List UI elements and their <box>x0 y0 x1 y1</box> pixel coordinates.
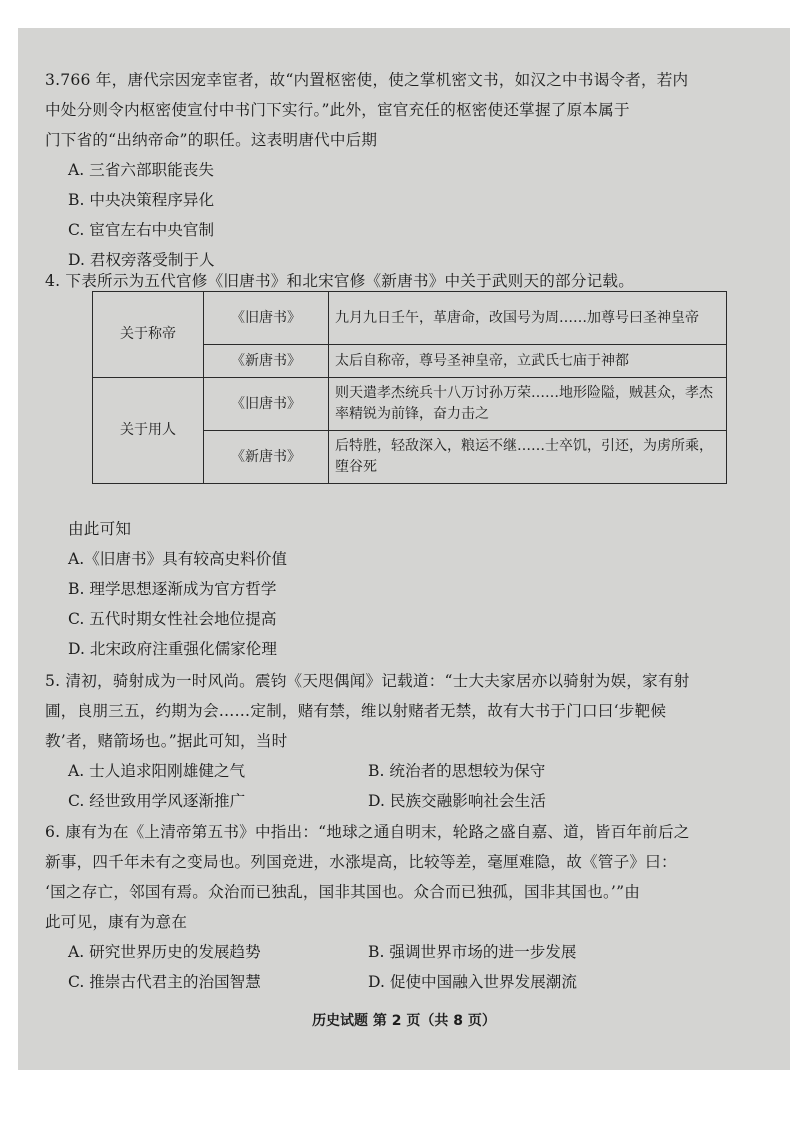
q6-option-c: C. 推崇古代君主的治国智慧 <box>68 973 261 991</box>
table-source-cell: 《旧唐书》 <box>204 378 329 431</box>
q5-option-c: C. 经世致用学风逐渐推广 <box>68 792 246 810</box>
table-text-cell: 九月九日壬午，革唐命，改国号为周……加尊号曰圣神皇帝 <box>329 292 727 345</box>
table-text-cell: 则天遣孝杰统兵十八万讨孙万荣……地形险隘，贼甚众，孝杰率精锐为前锋，奋力击之 <box>329 378 727 431</box>
q5-stem-line-3: 教’者，赌箭场也。”据此可知，当时 <box>45 732 288 750</box>
q4-record-table <box>92 291 727 484</box>
q4-option-d: D. 北宋政府注重强化儒家伦理 <box>68 640 277 658</box>
q6-option-a: A. 研究世界历史的发展趋势 <box>68 943 261 961</box>
q3-stem-line-3: 门下省的“出纳帝命”的职任。这表明唐代中后期 <box>45 131 378 149</box>
q3-option-a: A. 三省六部职能丧失 <box>68 161 214 179</box>
table-text-cell: 后特胜，轻敌深入，粮运不继……士卒饥，引还，为虏所乘，堕谷死 <box>329 431 727 484</box>
q6-stem-line-3: ‘国之存亡，邻国有焉。众治而已独乱，国非其国也。众合而已独孤，国非其国也。’”由 <box>45 883 641 901</box>
q4-option-a: A.《旧唐书》具有较高史料价值 <box>68 550 287 568</box>
table-category-cell: 关于用人 <box>93 378 204 484</box>
q5-stem-line-2: 圃，良朋三五，约期为会……定制，赌有禁，维以射赌者无禁，故有大书于门口曰‘步靶候 <box>45 702 667 720</box>
q4-stem: 4. 下表所示为五代官修《旧唐书》和北宋官修《新唐书》中关于武则天的部分记载。 <box>45 272 635 290</box>
q6-stem-line-4: 此可见，康有为意在 <box>45 913 188 931</box>
q4-option-b: B. 理学思想逐渐成为官方哲学 <box>68 580 277 598</box>
q5-stem-line-1: 5. 清初，骑射成为一时风尚。震钧《天咫偶闻》记载道：“士大夫家居亦以骑射为娱，家有射 <box>45 672 690 690</box>
table-text-cell: 太后自称帝，尊号圣神皇帝，立武氏七庙于神都 <box>329 345 727 378</box>
table-source-cell: 《旧唐书》 <box>204 292 329 345</box>
q3-option-d: D. 君权旁落受制于人 <box>68 251 215 269</box>
q5-option-d: D. 民族交融影响社会生活 <box>368 792 546 810</box>
q3-option-b: B. 中央决策程序异化 <box>68 191 215 209</box>
table-source-cell: 《新唐书》 <box>204 431 329 484</box>
q6-option-d: D. 促使中国融入世界发展潮流 <box>368 973 577 991</box>
q3-option-c: C. 宦官左右中央官制 <box>68 221 215 239</box>
q5-option-a: A. 士人追求阳刚雄健之气 <box>68 762 246 780</box>
table-row <box>93 292 727 345</box>
q4-lead: 由此可知 <box>68 520 132 538</box>
q5-option-b: B. 统治者的思想较为保守 <box>368 762 546 780</box>
table-category-cell: 关于称帝 <box>93 292 204 378</box>
q3-stem-line-1: 3.766 年，唐代宗因宠幸宦者，故“内置枢密使，使之掌机密文书，如汉之中书谒令者，若内 <box>45 71 689 89</box>
table-row <box>93 378 727 431</box>
page-footer: 历史试题 第 2 页（共 8 页） <box>312 1013 496 1029</box>
q6-stem-line-2: 新事，四千年未有之变局也。列国竞进，水涨堤高，比较等差，毫厘难隐，故《管子》曰： <box>45 853 677 871</box>
q3-stem-line-2: 中处分则令内枢密使宣付中书门下实行。”此外，宦官充任的枢密使还掌握了原本属于 <box>45 101 630 119</box>
q6-stem-line-1: 6. 康有为在《上清帝第五书》中指出：“地球之通自明末，轮路之盛自嘉、道，皆百年前后之 <box>45 823 690 841</box>
q4-option-c: C. 五代时期女性社会地位提高 <box>68 610 277 628</box>
table-source-cell: 《新唐书》 <box>204 345 329 378</box>
exam-page <box>18 28 790 1070</box>
q6-option-b: B. 强调世界市场的进一步发展 <box>368 943 577 961</box>
